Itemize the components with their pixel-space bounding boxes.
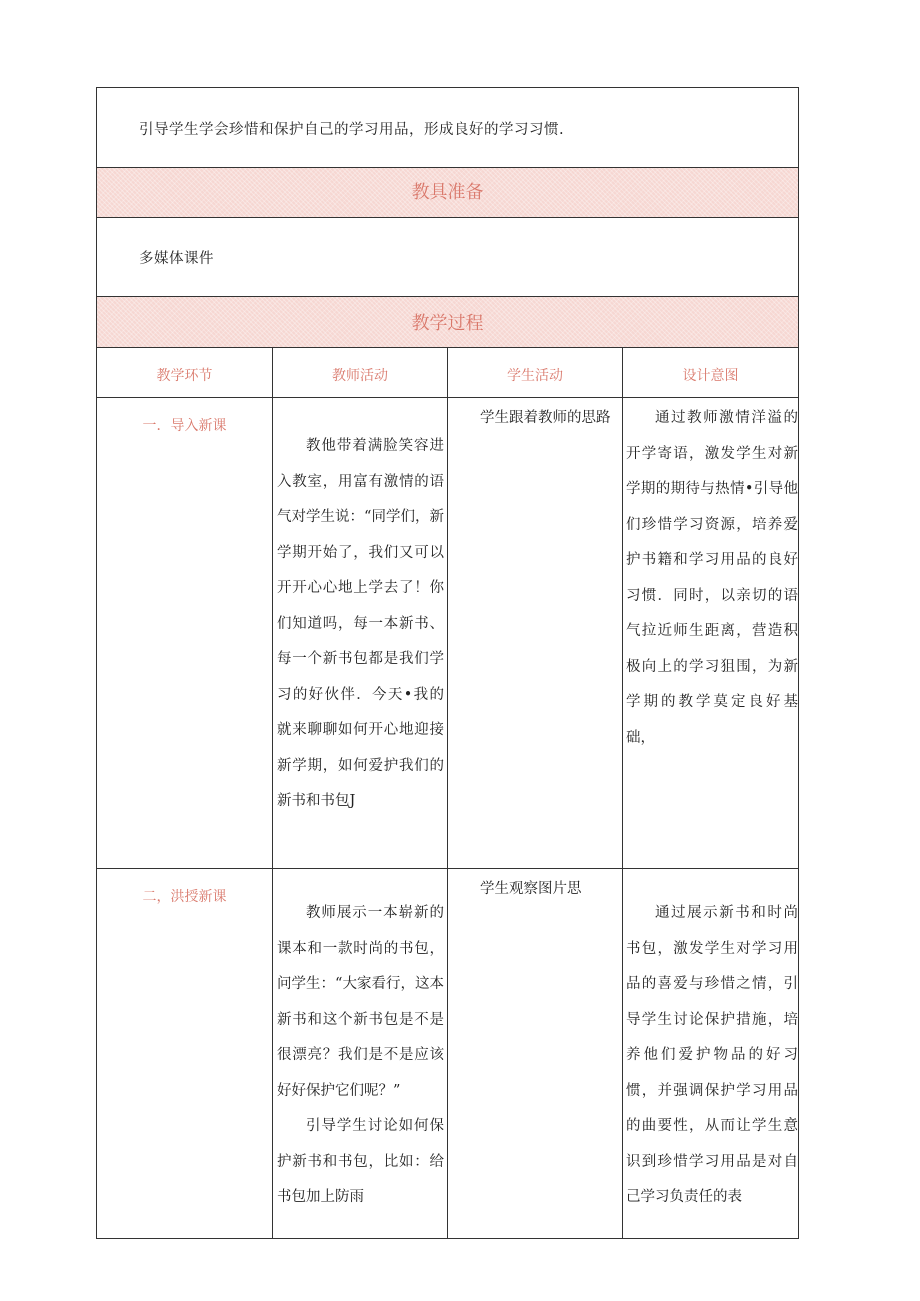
column-header: 教师活动	[273, 348, 448, 397]
student-activity-text: 学生观察图片思	[480, 881, 582, 897]
stage-row-new-lesson	[97, 869, 798, 1238]
design-intent-cell	[623, 869, 798, 1238]
column-header: 设计意图	[682, 368, 739, 384]
column-header-row	[97, 348, 798, 398]
goal-row	[97, 88, 798, 168]
lesson-plan-table	[96, 87, 799, 1239]
stage-name-cell	[97, 869, 273, 1238]
student-activity-cell	[448, 398, 623, 868]
stage-name: 一．导入新课	[142, 418, 227, 434]
process-heading-row	[97, 297, 798, 348]
column-header: 学生活动	[448, 348, 623, 397]
design-intent-text: 通过展示新书和时尚书包，激发学生对学习用品的喜爱与珍惜之情，引导学生讨论保护措施，培养他们爱护物品的好习惯，并强调保护学习用品的曲要性，从而让学生意识到珍惜学习用品是对自己学习负责任的表	[626, 905, 798, 1205]
materials-row	[97, 218, 798, 297]
process-heading: 教学过程	[411, 313, 484, 334]
materials-text: 多媒体课件	[139, 251, 214, 267]
teacher-activity-text: 教师展示一本崭新的课本和一款时尚的书包，问学生：“大家看行，这本新书和这个新书包是不是很漂亮？我们是不是应该好好保护它们呢？”	[277, 905, 444, 1099]
student-activity-text: 学生跟着教师的思路	[480, 410, 611, 426]
stage-row-intro	[97, 398, 798, 869]
teacher-activity-cell	[273, 398, 448, 868]
goal-text: 引导学生学会珍惜和保护自己的学习用品，形成良好的学习习惯.	[139, 122, 565, 138]
teacher-activity-text: 引导学生讨论如何保护新书和书包，比如：给书包加上防雨	[277, 1118, 444, 1205]
design-intent-text: 通过教师激情洋溢的开学寄语，激发学生对新学期的期待与热情•引导他们珍惜学习资源，培养爱护书籍和学习用品的良好习惯．同时，以亲切的语气拉近师生距离，营造积极向上的学习狙围，为新学期的教学莫定良好基础，	[626, 410, 798, 746]
student-activity-cell	[448, 869, 623, 1238]
materials-heading: 教具准备	[411, 182, 484, 203]
stage-name: 二，洪授新课	[142, 889, 227, 905]
teacher-activity-text: 教他带着满脸笑容进入教室，用富有激情的语气对学生说：“同学们，新学期开始了，我们又可以开开心心地上学去了！你们知道吗，每一本新书、每一个新书包都是我们学习的好伙伴．今天•我的就来聊聊如何开心地迎接新学期，如何爱护我们的新书和书包J	[277, 438, 444, 809]
materials-heading-row	[97, 168, 798, 218]
column-header: 教学环节	[97, 348, 273, 397]
design-intent-cell	[623, 398, 798, 868]
teacher-activity-cell	[273, 869, 448, 1238]
stage-name-cell	[97, 398, 273, 868]
